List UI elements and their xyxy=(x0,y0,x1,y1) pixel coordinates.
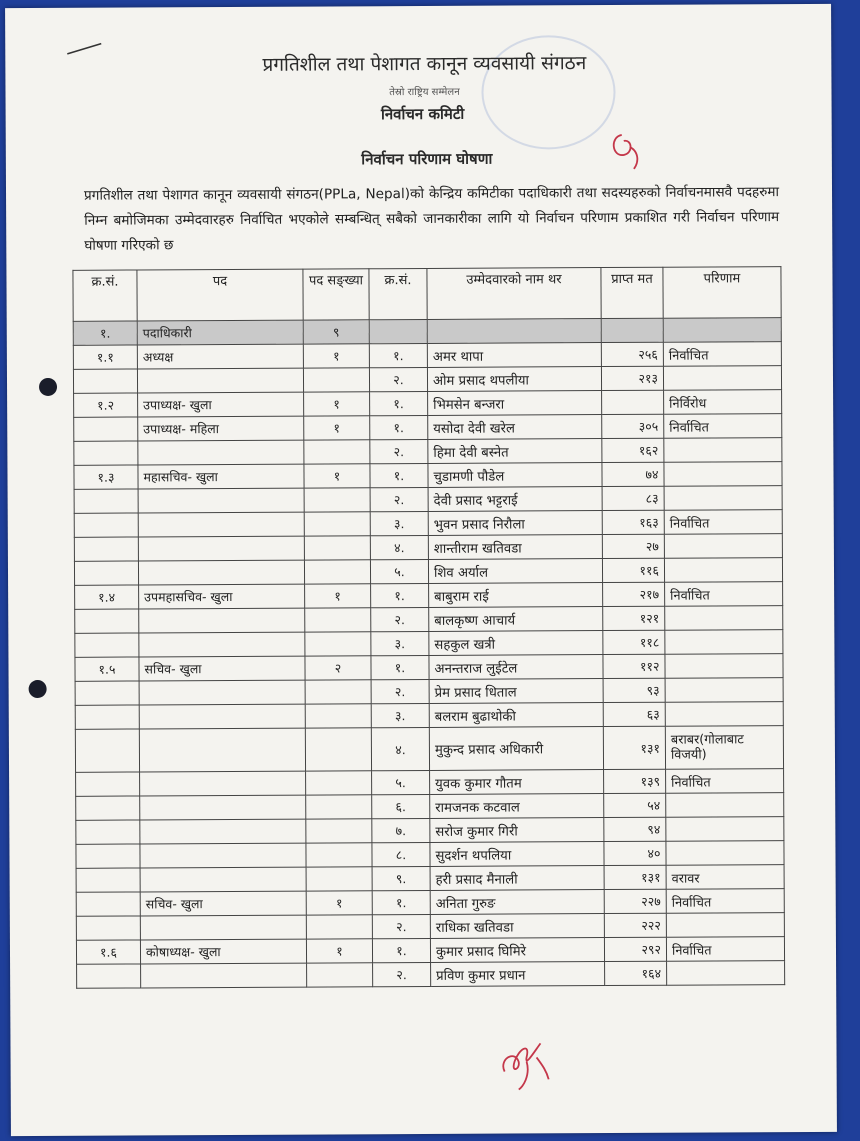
header-votes: प्राप्त मत xyxy=(601,267,663,318)
row-candidate-serial: १. xyxy=(372,938,430,962)
row-candidate-name xyxy=(427,319,601,344)
row-post xyxy=(140,843,306,868)
row-serial xyxy=(76,820,140,844)
row-candidate-name: भुवन प्रसाद निरौला xyxy=(428,511,602,536)
row-serial: १. xyxy=(73,321,137,345)
row-candidate-serial: २. xyxy=(370,439,428,463)
table-row xyxy=(75,702,783,730)
row-serial xyxy=(76,892,140,916)
header-candidate-sn: क्र.सं. xyxy=(369,268,427,319)
row-serial xyxy=(75,633,139,657)
row-votes: २२२ xyxy=(604,913,666,937)
row-candidate-name: राधिका खतिवडा xyxy=(430,914,604,939)
row-post: अध्यक्ष xyxy=(137,344,303,369)
row-candidate-serial: ५. xyxy=(370,559,428,583)
row-post xyxy=(140,819,306,844)
row-post-count: १ xyxy=(306,939,372,963)
row-post-count xyxy=(307,963,373,987)
table-row xyxy=(74,414,782,442)
row-votes: ३०५ xyxy=(602,414,664,438)
table-row xyxy=(74,390,782,418)
row-post xyxy=(139,704,305,729)
row-candidate-serial: ३. xyxy=(370,511,428,535)
row-votes: ११६ xyxy=(602,558,664,582)
row-result: निर्वाचित xyxy=(666,889,784,914)
row-candidate-serial: ३. xyxy=(371,631,429,655)
row-serial xyxy=(76,796,140,820)
row-post xyxy=(139,608,305,633)
red-initial-mark xyxy=(604,127,650,173)
row-result xyxy=(664,462,782,487)
table-header-row xyxy=(73,267,781,322)
row-post-count xyxy=(306,771,372,795)
row-candidate-name: ओम प्रसाद थपलीया xyxy=(427,367,601,392)
row-candidate-name: हिमा देवी बस्नेत xyxy=(428,439,602,464)
row-candidate-serial xyxy=(369,319,427,343)
row-votes: ७४ xyxy=(602,462,664,486)
row-result: वरावर xyxy=(666,865,784,890)
row-post xyxy=(138,512,304,537)
row-serial: १.३ xyxy=(74,465,138,489)
row-votes: १६३ xyxy=(602,510,664,534)
row-post xyxy=(141,963,307,988)
table-row xyxy=(76,769,784,797)
row-post xyxy=(140,915,306,940)
row-votes: १२१ xyxy=(603,606,665,630)
row-post: उपाध्यक्ष- महिला xyxy=(138,416,304,441)
row-post-count xyxy=(306,867,372,891)
row-post xyxy=(138,488,304,513)
row-post xyxy=(138,560,304,585)
row-candidate-serial: ९. xyxy=(372,866,430,890)
table-row xyxy=(75,630,783,658)
row-serial xyxy=(75,681,139,705)
row-result: निर्वाचित xyxy=(666,937,784,962)
announcement-title: निर्वाचन परिणाम घोषणा xyxy=(361,149,493,169)
results-table xyxy=(72,266,785,989)
row-result xyxy=(666,841,784,866)
row-post xyxy=(138,536,304,561)
row-serial xyxy=(76,844,140,868)
row-serial: १.५ xyxy=(75,657,139,681)
row-result: निर्विरोध xyxy=(664,390,782,415)
row-candidate-serial: २. xyxy=(371,679,429,703)
row-serial xyxy=(76,772,140,796)
row-candidate-name: अमर थापा xyxy=(427,343,601,368)
row-post xyxy=(140,867,306,892)
row-votes: २५६ xyxy=(601,342,663,366)
row-candidate-name: बलराम बुढाथोकी xyxy=(429,703,603,728)
row-serial xyxy=(74,537,138,561)
row-post-count xyxy=(306,843,372,867)
row-post-count xyxy=(305,728,371,771)
row-post: महासचिव- खुला xyxy=(138,464,304,489)
row-candidate-serial: १. xyxy=(371,583,429,607)
row-post-count xyxy=(303,368,369,392)
row-post-count xyxy=(304,536,370,560)
table-row xyxy=(74,510,782,538)
row-votes xyxy=(601,318,663,342)
row-votes: ९४ xyxy=(604,817,666,841)
row-post-count: १ xyxy=(306,891,372,915)
row-candidate-name: यसोदा देवी खरेल xyxy=(428,415,602,440)
row-result xyxy=(664,558,782,583)
table-row xyxy=(76,937,784,965)
row-result xyxy=(667,961,785,986)
row-candidate-name: शान्तीराम खतिवडा xyxy=(428,535,602,560)
row-result xyxy=(666,817,784,842)
table-row xyxy=(74,486,782,514)
row-votes: ११८ xyxy=(603,630,665,654)
table-row xyxy=(73,366,781,394)
row-candidate-serial: २. xyxy=(370,487,428,511)
row-candidate-serial: १. xyxy=(370,391,428,415)
row-result: निर्वाचित xyxy=(663,342,781,367)
row-candidate-name: मुकुन्द प्रसाद अधिकारी xyxy=(429,727,603,771)
row-post-count: १ xyxy=(304,464,370,488)
row-candidate-name: सुदर्शन थपलिया xyxy=(430,842,604,867)
row-votes: २९२ xyxy=(604,937,666,961)
row-post: पदाधिकारी xyxy=(137,320,303,345)
row-votes: २७ xyxy=(602,534,664,558)
row-result: बराबर(गोलाबाट विजयी) xyxy=(665,726,783,770)
row-serial: १.१ xyxy=(73,345,137,369)
row-candidate-name: देवी प्रसाद भट्टराई xyxy=(428,487,602,512)
row-post-count: १ xyxy=(304,416,370,440)
row-serial xyxy=(74,561,138,585)
row-candidate-name: बालकृष्ण आचार्य xyxy=(429,607,603,632)
row-result: निर्वाचित xyxy=(664,414,782,439)
row-candidate-name: चुडामणी पौडेल xyxy=(428,463,602,488)
row-votes: ११२ xyxy=(603,654,665,678)
row-votes: १६२ xyxy=(602,438,664,462)
row-post xyxy=(137,368,303,393)
row-votes: २२७ xyxy=(604,889,666,913)
row-post-count xyxy=(305,632,371,656)
row-votes: १३१ xyxy=(603,726,665,769)
row-post-count: १ xyxy=(305,584,371,608)
row-serial xyxy=(75,729,139,772)
table-row xyxy=(76,817,784,845)
row-candidate-serial: १. xyxy=(369,343,427,367)
row-post: उपमहासचिव- खुला xyxy=(139,584,305,609)
row-candidate-name: शिव अर्याल xyxy=(428,559,602,584)
table-row xyxy=(74,462,782,490)
punch-hole xyxy=(29,680,47,698)
table-row xyxy=(76,913,784,941)
header-post: पद xyxy=(137,269,303,321)
row-serial xyxy=(74,489,138,513)
row-post xyxy=(140,771,306,796)
row-candidate-name: सरोज कुमार गिरी xyxy=(430,818,604,843)
row-post-count xyxy=(306,915,372,939)
row-post-count xyxy=(305,680,371,704)
row-candidate-serial: ६. xyxy=(372,794,430,818)
row-post-count xyxy=(304,488,370,512)
row-votes: ८३ xyxy=(602,486,664,510)
row-serial xyxy=(74,417,138,441)
row-serial xyxy=(75,609,139,633)
row-candidate-name: रामजनक कटवाल xyxy=(430,794,604,819)
row-serial xyxy=(75,705,139,729)
punch-hole xyxy=(39,378,57,396)
row-post xyxy=(138,440,304,465)
row-votes: ५४ xyxy=(604,793,666,817)
row-candidate-name: अनिता गुरुङ xyxy=(430,890,604,915)
row-candidate-name: अनन्तराज लुईटेल xyxy=(429,655,603,680)
row-serial xyxy=(77,964,141,988)
row-post: कोषाध्यक्ष- खुला xyxy=(140,939,306,964)
row-post-count: ९ xyxy=(303,320,369,344)
row-candidate-name: प्रेम प्रसाद धिताल xyxy=(429,679,603,704)
row-candidate-serial: १. xyxy=(371,655,429,679)
row-post xyxy=(140,795,306,820)
row-post-count xyxy=(304,560,370,584)
row-post-count xyxy=(305,608,371,632)
row-candidate-serial: २. xyxy=(373,962,431,986)
row-candidate-name: सहकुल खत्री xyxy=(429,631,603,656)
table-row xyxy=(75,582,783,610)
table-row xyxy=(74,438,782,466)
row-serial xyxy=(76,868,140,892)
table-row xyxy=(73,342,781,370)
table-row xyxy=(75,606,783,634)
row-post-count xyxy=(304,512,370,536)
row-post-count: १ xyxy=(304,392,370,416)
header-sn: क्र.सं. xyxy=(73,270,137,321)
row-serial xyxy=(74,441,138,465)
row-result xyxy=(665,702,783,727)
row-post-count: १ xyxy=(303,344,369,368)
header-result: परिणाम xyxy=(663,267,781,319)
table-row xyxy=(76,865,784,893)
row-post xyxy=(139,632,305,657)
org-title: प्रगतिशील तथा पेशागत कानून व्यवसायी संगठन xyxy=(262,52,587,76)
row-candidate-serial: २. xyxy=(371,607,429,631)
row-candidate-name: प्रविण कुमार प्रधान xyxy=(431,962,605,987)
row-result xyxy=(664,534,782,559)
row-result: निर्वाचित xyxy=(666,769,784,794)
row-candidate-serial: २. xyxy=(372,914,430,938)
row-result xyxy=(665,630,783,655)
row-result: निर्वाचित xyxy=(664,510,782,535)
row-candidate-serial: ४. xyxy=(371,727,429,770)
table-row xyxy=(75,654,783,682)
committee-title: निर्वाचन कमिटी xyxy=(380,104,465,124)
row-serial xyxy=(74,513,138,537)
row-candidate-name: कुमार प्रसाद घिमिरे xyxy=(430,938,604,963)
row-candidate-serial: २. xyxy=(369,367,427,391)
row-candidate-serial: १. xyxy=(370,415,428,439)
row-result xyxy=(665,606,783,631)
row-post: सचिव- खुला xyxy=(140,891,306,916)
row-candidate-name: भिमसेन बन्जरा xyxy=(428,391,602,416)
row-post-count: २ xyxy=(305,656,371,680)
header-post-count: पद सङ्ख्या xyxy=(303,269,369,320)
row-votes: ४० xyxy=(604,841,666,865)
row-candidate-serial: ३. xyxy=(371,703,429,727)
row-post xyxy=(139,728,305,772)
row-serial: १.२ xyxy=(74,393,138,417)
row-result xyxy=(665,678,783,703)
row-candidate-serial: ७. xyxy=(372,818,430,842)
row-candidate-serial: ८. xyxy=(372,842,430,866)
row-votes: २१७ xyxy=(603,582,665,606)
row-votes: १६४ xyxy=(605,961,667,985)
row-result xyxy=(666,913,784,938)
table-row xyxy=(75,678,783,706)
table-row xyxy=(77,961,785,989)
row-candidate-serial: ४. xyxy=(370,535,428,559)
row-candidate-name: युवक कुमार गौतम xyxy=(430,770,604,795)
row-result xyxy=(666,793,784,818)
row-result xyxy=(663,318,781,343)
conference-subtitle: तेस्रो राष्ट्रिय सम्मेलन xyxy=(389,86,460,99)
row-candidate-serial: १. xyxy=(370,463,428,487)
row-post: उपाध्यक्ष- खुला xyxy=(138,392,304,417)
row-serial xyxy=(76,916,140,940)
row-votes: ६३ xyxy=(603,702,665,726)
row-votes: २१३ xyxy=(601,366,663,390)
row-post-count xyxy=(306,819,372,843)
row-post xyxy=(139,680,305,705)
row-result xyxy=(664,438,782,463)
row-post-count xyxy=(305,704,371,728)
table-row xyxy=(75,726,783,773)
row-candidate-serial: ५. xyxy=(372,770,430,794)
row-votes: १३१ xyxy=(604,865,666,889)
row-votes: १३९ xyxy=(604,769,666,793)
row-votes: ९३ xyxy=(603,678,665,702)
row-candidate-name: बाबुराम राई xyxy=(429,583,603,608)
row-serial xyxy=(73,369,137,393)
results-body xyxy=(73,318,784,989)
row-result xyxy=(663,366,781,391)
row-post-count xyxy=(306,795,372,819)
row-votes xyxy=(602,390,664,414)
header-candidate-name: उम्मेदवारको नाम थर xyxy=(427,268,601,320)
row-post-count xyxy=(304,440,370,464)
table-row xyxy=(76,793,784,821)
table-row xyxy=(74,534,782,562)
row-candidate-serial: १. xyxy=(372,890,430,914)
row-result: निर्वाचित xyxy=(665,582,783,607)
section-row xyxy=(73,318,781,346)
table-row xyxy=(76,889,784,917)
row-post: सचिव- खुला xyxy=(139,656,305,681)
document-page xyxy=(5,4,837,1136)
table-row xyxy=(76,841,784,869)
red-signature xyxy=(496,1031,556,1095)
row-result xyxy=(664,486,782,511)
intro-paragraph: प्रगतिशील तथा पेशागत कानून व्यवसायी संगठन(PPLa, Nepal)को केन्द्रिय कमिटीका पदाधिकारी तथा सदस्यहरुको निर्वाचनमासवै पदहरुमा निम्न बमोजिमका उम्मेदवारहरु निर्वाचित भएकोले सम्बन्धित् सबैको जानकारीका लागि यो निर्वाचन परिणाम प्रकाशित गरी निर्वाचन परिणाम घोषणा गरिएको छ xyxy=(83,184,780,254)
row-serial: १.६ xyxy=(76,940,140,964)
row-candidate-name: हरी प्रसाद मैनाली xyxy=(430,866,604,891)
row-serial: १.४ xyxy=(75,585,139,609)
row-result xyxy=(665,654,783,679)
table-row xyxy=(74,558,782,586)
